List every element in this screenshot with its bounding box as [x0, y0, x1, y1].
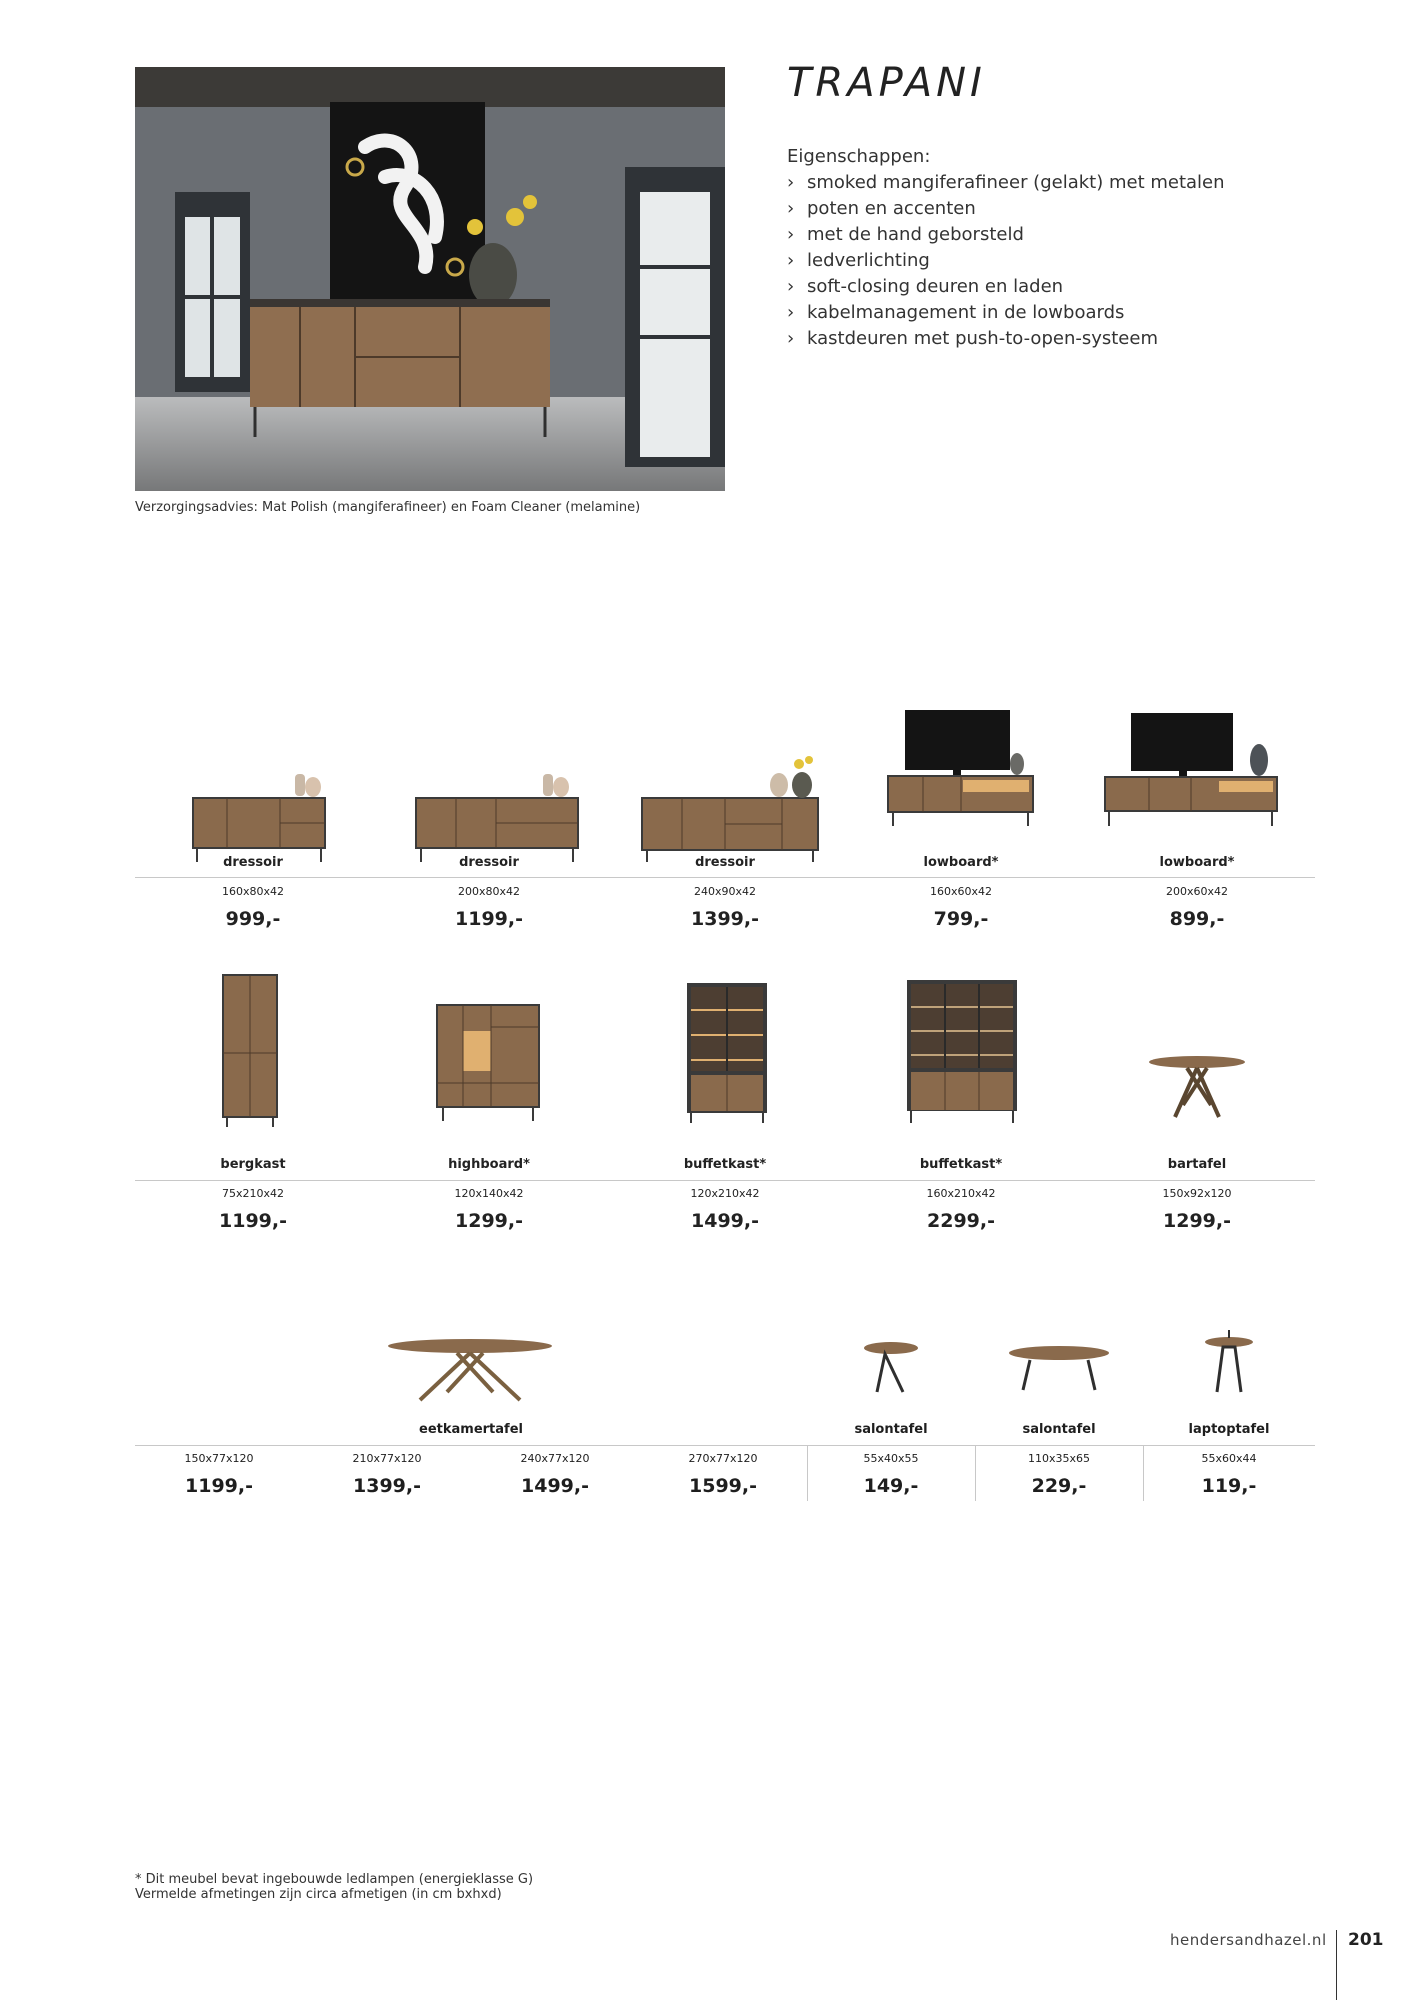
product-name: salontafel [854, 1422, 928, 1437]
product-price: 119,- [1201, 1475, 1257, 1497]
product-price: 799,- [933, 908, 989, 930]
product-dimensions: 150x92x120 [1162, 1187, 1232, 1200]
column-divider [975, 1445, 976, 1501]
variant-price: 1399,- [353, 1475, 421, 1497]
product-name: dressoir [223, 855, 283, 870]
buffetkast-120-image [607, 965, 843, 1130]
product-price: 1199,- [219, 1210, 287, 1232]
product-name: buffetkast* [683, 1157, 767, 1172]
lowboard-200-image [1079, 700, 1315, 870]
salontafel-small-image [807, 1330, 975, 1405]
product-price: 1399,- [691, 908, 759, 930]
product-name: eetkamertafel [419, 1422, 523, 1437]
product-dimensions: 55x60x44 [1201, 1452, 1257, 1465]
product-name: dressoir [459, 855, 519, 870]
properties-heading: Eigenschappen: [787, 146, 931, 167]
variant-price: 1199,- [185, 1475, 253, 1497]
page-number: 201 [1348, 1930, 1384, 1950]
product-price: 229,- [1031, 1475, 1087, 1497]
product-dimensions: 160x60x42 [929, 885, 992, 898]
product-row-2 [135, 965, 1315, 1245]
product-name: buffetkast* [919, 1157, 1003, 1172]
variant-dimensions: 150x77x120 [184, 1452, 254, 1465]
website-url[interactable]: hendersandhazel.nl [1170, 1931, 1327, 1949]
property-item: › soft-closing deuren en laden [787, 274, 1347, 300]
variant-price: 1499,- [521, 1475, 589, 1497]
product-price: 1499,- [691, 1210, 759, 1232]
row-divider [135, 1180, 1315, 1181]
product-name: dressoir [695, 855, 755, 870]
product-row-1 [135, 700, 1315, 940]
product-dimensions: 160x210x42 [926, 1187, 996, 1200]
lowboard-160-image [843, 700, 1079, 870]
variant-dimensions: 240x77x120 [520, 1452, 590, 1465]
product-price: 1299,- [455, 1210, 523, 1232]
product-dimensions: 55x40x55 [863, 1452, 919, 1465]
variant-dimensions: 270x77x120 [688, 1452, 758, 1465]
product-dimensions: 75x210x42 [221, 1187, 284, 1200]
column-divider [1143, 1445, 1144, 1501]
highboard-image [371, 965, 607, 1130]
product-price: 999,- [225, 908, 281, 930]
buffetkast-160-image [843, 965, 1079, 1130]
variant-dimensions: 210x77x120 [352, 1452, 422, 1465]
product-dimensions: 200x60x42 [1165, 885, 1228, 898]
dressoir-240-image [607, 720, 843, 870]
product-name: lowboard* [1159, 855, 1235, 870]
product-price: 2299,- [927, 1210, 995, 1232]
bergkast-image [135, 965, 371, 1130]
row-divider [135, 877, 1315, 878]
property-item: › ledverlichting [787, 248, 1347, 274]
product-price: 1199,- [455, 908, 523, 930]
product-dimensions: 240x90x42 [693, 885, 756, 898]
product-row-3 [135, 1310, 1315, 1510]
property-item: › smoked mangiferafineer (gelakt) met metalen [787, 170, 1347, 196]
product-dimensions: 120x140x42 [454, 1187, 524, 1200]
product-name: highboard* [448, 1157, 530, 1172]
page-number-divider [1336, 1930, 1337, 2000]
properties-list [787, 170, 1347, 352]
dressoir-160-image [135, 730, 371, 870]
laptoptafel-image [1143, 1330, 1315, 1405]
care-advice-caption: Verzorgingsadvies: Mat Polish (mangiferafineer) en Foam Cleaner (melamine) [135, 500, 641, 515]
product-price: 899,- [1169, 908, 1225, 930]
property-item: › kastdeuren met push-to-open-systeem [787, 326, 1347, 352]
dressoir-200-image [371, 730, 607, 870]
page-title: TRAPANI [787, 60, 986, 106]
product-name: bergkast [220, 1157, 286, 1172]
product-price: 149,- [863, 1475, 919, 1497]
product-dimensions: 160x80x42 [221, 885, 284, 898]
footnote-dimensions: Vermelde afmetingen zijn circa afmetigen (in cm bxhxd) [135, 1887, 502, 1902]
variant-price: 1599,- [689, 1475, 757, 1497]
product-name: bartafel [1167, 1157, 1227, 1172]
product-dimensions: 120x210x42 [690, 1187, 760, 1200]
footnotes [135, 1872, 533, 1902]
product-price: 1299,- [1163, 1210, 1231, 1232]
eetkamertafel-image [365, 1320, 605, 1410]
hero-photo [135, 67, 725, 491]
product-name: salontafel [1022, 1422, 1096, 1437]
bartafel-image [1079, 965, 1315, 1130]
properties-block [787, 144, 1347, 352]
product-name: laptoptafel [1188, 1422, 1270, 1437]
property-item: › met de hand geborsteld [787, 222, 1347, 248]
product-dimensions: 200x80x42 [457, 885, 520, 898]
column-divider [807, 1445, 808, 1501]
property-item: › kabelmanagement in de lowboards [787, 300, 1347, 326]
product-dimensions: 110x35x65 [1027, 1452, 1090, 1465]
footnote-led: * Dit meubel bevat ingebouwde ledlampen (energieklasse G) [135, 1872, 534, 1887]
row-divider [135, 1445, 1315, 1446]
property-item: › poten en accenten [787, 196, 1347, 222]
product-name: lowboard* [923, 855, 999, 870]
salontafel-large-image [975, 1330, 1143, 1405]
